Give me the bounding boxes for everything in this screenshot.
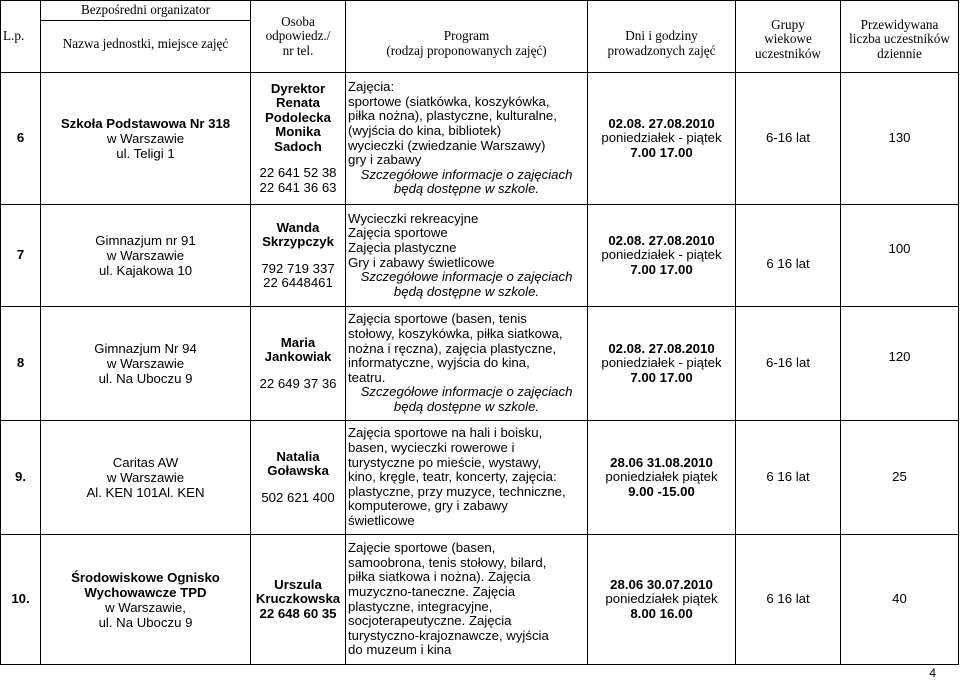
row-unit: Gimnazjum nr 91 w Warszawie ul. Kajakowa 10 <box>41 205 251 307</box>
table-row <box>1 307 959 421</box>
row-age: 6 16 lat <box>736 205 841 307</box>
row-person: Wanda Skrzypczyk 792 719 337 22 6448461 <box>251 205 346 307</box>
row-count: 25 <box>841 421 959 535</box>
row-age: 6-16 lat <box>736 307 841 421</box>
header-unit-name: Nazwa jednostki, miejsce zajęć <box>41 21 251 73</box>
row-schedule: 28.06 31.08.2010 poniedziałek piątek 9.00 -15.00 <box>588 421 736 535</box>
row-unit: Szkoła Podstawowa Nr 318 w Warszawie ul. Teligi 1 <box>41 73 251 205</box>
row-count: 40 <box>841 535 959 665</box>
header-person: Osoba odpowiedz./ nr tel. <box>251 1 346 73</box>
header-program: Program (rodzaj proponowanych zajęć) <box>346 1 588 73</box>
row-count: 120 <box>841 307 959 421</box>
row-age: 6-16 lat <box>736 73 841 205</box>
row-count: 100 <box>841 205 959 307</box>
row-lp: 7 <box>1 205 41 307</box>
table-row <box>1 205 959 307</box>
header-organizer: Bezpośredni organizator <box>41 1 251 21</box>
row-age: 6 16 lat <box>736 535 841 665</box>
row-unit: Środowiskowe Ognisko Wychowawcze TPD w Warszawie, ul. Na Uboczu 9 <box>41 535 251 665</box>
table-row <box>1 73 959 205</box>
row-lp: 8 <box>1 307 41 421</box>
row-program: Zajęcia: sportowe (siatkówka, koszykówka, piłka nożna), plastyczne, kulturalne, (wyjścia do kina, bibliotek) wycieczki (zwiedzanie Warszawy) gry i zabawy Szczegółowe informacje o zajęciach będą dostępne w szkole. <box>346 73 588 205</box>
row-schedule: 28.06 30.07.2010 poniedziałek piątek 8.00 16.00 <box>588 535 736 665</box>
row-unit: Caritas AW w Warszawie Al. KEN 101Al. KEN <box>41 421 251 535</box>
row-schedule: 02.08. 27.08.2010 poniedziałek - piątek 7.00 17.00 <box>588 205 736 307</box>
row-program: Zajęcie sportowe (basen, samoobrona, tenis stołowy, bilard, piłka siatkowa i nożna). Zajęcia muzyczno-taneczne. Zajęcia plastyczne, integracyjne, socjoterapeutyczne. Zajęcia turystyczno-krajoznawcze, wyjścia do muzeum i kina <box>346 535 588 665</box>
row-person: Natalia Goławska 502 621 400 <box>251 421 346 535</box>
header-days: Dni i godziny prowadzonych zajęć <box>588 1 736 73</box>
header-lp: L.p. <box>1 1 41 73</box>
header-groups: Grupy wiekowe uczestników <box>736 1 841 73</box>
row-person: Maria Jankowiak 22 649 37 36 <box>251 307 346 421</box>
row-program: Zajęcia sportowe (basen, tenis stołowy, koszykówka, piłka siatkowa, nożna i ręczna), zajęcia plastyczne, informatyczne, wyjścia do kina, teatru. Szczegółowe informacje o zajęciach będą dostępne w szkole. <box>346 307 588 421</box>
header-expected: Przewidywana liczba uczestników dziennie <box>841 1 959 73</box>
table-row <box>1 421 959 535</box>
row-lp: 6 <box>1 73 41 205</box>
row-schedule: 02.08. 27.08.2010 poniedziałek - piątek 7.00 17.00 <box>588 307 736 421</box>
page-number: 4 <box>929 666 936 680</box>
row-lp: 10. <box>1 535 41 665</box>
row-program: Zajęcia sportowe na hali i boisku, basen, wycieczki rowerowe i turystyczne po mieście, wystawy, kino, kręgle, teatr, koncerty, zajęcia: plastyczne, przy muzyce, techniczne, komputerowe, gry i zabawy świetlicowe <box>346 421 588 535</box>
row-age: 6 16 lat <box>736 421 841 535</box>
row-program: Wycieczki rekreacyjne Zajęcia sportowe Zajęcia plastyczne Gry i zabawy świetlicowe Szczegółowe informacje o zajęciach będą dostępne w szkole. <box>346 205 588 307</box>
row-person: Urszula Kruczkowska 22 648 60 35 <box>251 535 346 665</box>
row-count: 130 <box>841 73 959 205</box>
table-row <box>1 535 959 665</box>
row-person: Dyrektor Renata Podolecka Monika Sadoch 22 641 52 38 22 641 36 63 <box>251 73 346 205</box>
row-lp: 9. <box>1 421 41 535</box>
row-unit: Gimnazjum Nr 94 w Warszawie ul. Na Uboczu 9 <box>41 307 251 421</box>
row-schedule: 02.08. 27.08.2010 poniedziałek - piątek 7.00 17.00 <box>588 73 736 205</box>
